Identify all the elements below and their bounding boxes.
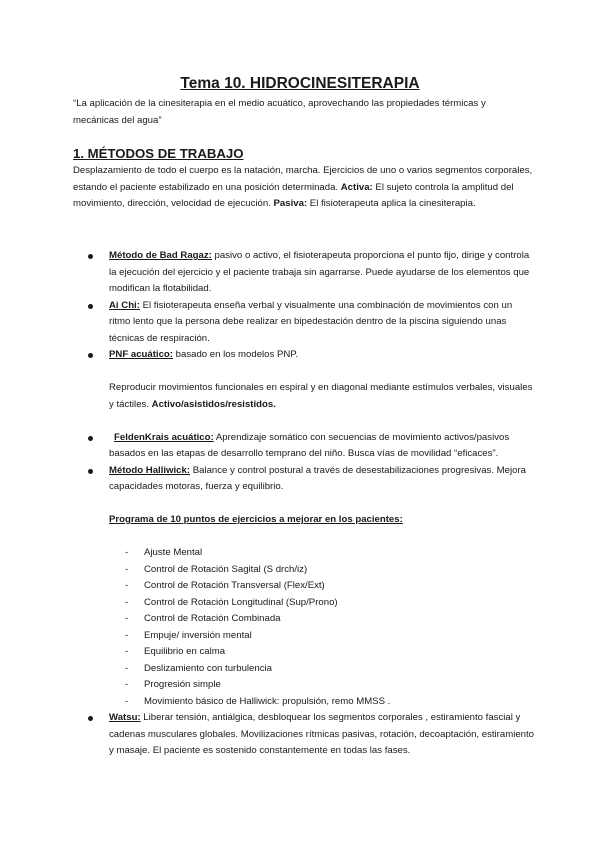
program-list-item	[125, 677, 535, 694]
list-item-feldenkrais	[73, 430, 535, 463]
dash-marker: -	[125, 679, 129, 690]
bad-ragaz-text: pasivo o activo, el fisioterapeuta proporciona el punto fijo, dirige y controla la ejecución del ejercicio y el paciente trabaja sin agarrarse. Puede ayudarse de los elementos que modifican la flotabilidad.	[109, 250, 530, 294]
dash-marker: -	[125, 563, 129, 575]
program-list	[73, 545, 535, 710]
intro-text: Desplazamiento de todo el cuerpo es la natación, marcha. Ejercicios de uno o varios segmentos corporales, estando el paciente estabilizado en una posición determinada.	[73, 165, 533, 193]
program-item-text: Movimiento básico de Halliwick: propulsión, remo MMSS .	[144, 695, 391, 707]
section-intro-paragraph	[73, 163, 535, 213]
dash-marker: -	[125, 580, 129, 591]
program-item-text: Equilibrio en calma	[144, 646, 226, 657]
section-heading-metodos: 1. MÉTODOS DE TRABAJO	[73, 146, 244, 161]
program-item-text: Progresión simple	[144, 679, 221, 690]
program-list-item	[125, 628, 535, 645]
pnf-text: basado en los modelos PNP.	[172, 349, 299, 360]
program-list-item	[125, 562, 535, 579]
dash-marker: -	[125, 646, 129, 657]
bullet-dot-icon	[88, 304, 93, 309]
list-item-pnf	[73, 347, 535, 413]
methods-list	[73, 248, 535, 760]
program-list-item	[125, 578, 535, 595]
program-list-item	[125, 644, 535, 661]
bullet-dot-icon	[88, 469, 93, 474]
feldenkrais-label: FeldenKrais acuático:	[114, 431, 214, 443]
definition-quote: “La aplicación de la cinesiterapia en el medio acuático, aprovechando las propiedades térmicas y mecánicas del agua”	[73, 98, 486, 126]
program-item-text: Ajuste Mental	[144, 547, 203, 558]
feldenkrais-text: Aprendizaje somático con secuencias de movimiento activos/pasivos basados en las etapas de desarrollo temprano del niño. Busca vías de movilidad “eficaces”.	[109, 431, 510, 459]
list-item-watsu	[73, 710, 535, 760]
program-item-text: Control de Rotación Longitudinal (Sup/Prono)	[144, 596, 338, 608]
pnf-extra-bold: Activo/asistidos/resistidos.	[151, 398, 276, 410]
pnf-extra-paragraph	[109, 380, 535, 413]
program-item-text: Control de Rotación Sagital (S drch/iz)	[144, 563, 308, 575]
halliwick-text: Balance y control postural a través de desestabilizaciones progresivas. Mejora capacidades motoras, fuerza y equilibrio.	[109, 464, 526, 492]
list-item-ai-chi	[73, 298, 535, 348]
bullet-dot-icon	[88, 254, 93, 259]
ai-chi-text: El fisioterapeuta enseña verbal y visualmente una combinación de movimientos con un ritmo lento que la persona debe realizar en bipedestación dentro de la piscina siguiendo unas técnicas de respiración.	[109, 299, 513, 344]
bullet-dot-icon	[88, 353, 93, 358]
program-item-text: Empuje/ inversión mental	[144, 629, 252, 641]
program-item-text: Control de Rotación Transversal (Flex/Ext)	[144, 580, 325, 591]
pasiva-label: Pasiva:	[273, 198, 308, 209]
program-list-item	[125, 545, 535, 562]
program-list-item	[125, 595, 535, 612]
watsu-label: Watsu:	[109, 712, 141, 723]
program-item-text: Control de Rotación Combinada	[144, 613, 281, 624]
dash-marker: -	[125, 596, 129, 608]
dash-marker: -	[125, 695, 129, 707]
pasiva-text: El fisioterapeuta aplica la cinesiterapia.	[307, 198, 476, 209]
pnf-extra-text: Reproducir movimientos funcionales en espiral y en diagonal mediante estímulos verbales, visuales y táctiles.	[109, 382, 533, 410]
pnf-label: PNF acuático:	[109, 349, 173, 360]
bad-ragaz-label: Método de Bad Ragaz:	[109, 250, 212, 261]
activa-text: El sujeto controla la amplitud del movimiento, dirección, velocidad de ejecución.	[73, 181, 514, 209]
document-title: Tema 10. HIDROCINESITERAPIA	[180, 75, 420, 92]
program-title: Programa de 10 puntos de ejercicios a mejorar en los pacientes:	[109, 514, 403, 525]
dash-marker: -	[125, 613, 129, 624]
program-list-item	[125, 611, 535, 628]
dash-marker: -	[125, 629, 129, 641]
list-item-halliwick	[73, 463, 535, 546]
bullet-dot-icon	[88, 436, 93, 441]
watsu-text: Liberar tensión, antiálgica, desbloquear los segmentos corporales , estiramiento fascial y cadenas musculares globales. Movilizaciones rítmicas pasivas, rotación, decoaptación, estiramiento y masaje. El paciente es sostenido constantemente en todas las fases.	[109, 712, 534, 756]
program-list-item	[125, 661, 535, 678]
ai-chi-label: Ai Chi:	[109, 299, 140, 311]
dash-marker: -	[125, 662, 129, 674]
program-item-text: Deslizamiento con turbulencia	[144, 662, 272, 674]
bullet-dot-icon	[88, 716, 93, 721]
halliwick-label: Método Halliwick:	[109, 464, 191, 476]
list-item-bad-ragaz	[73, 248, 535, 298]
dash-marker: -	[125, 547, 129, 558]
activa-label: Activa:	[340, 181, 373, 193]
program-list-item	[125, 694, 535, 711]
